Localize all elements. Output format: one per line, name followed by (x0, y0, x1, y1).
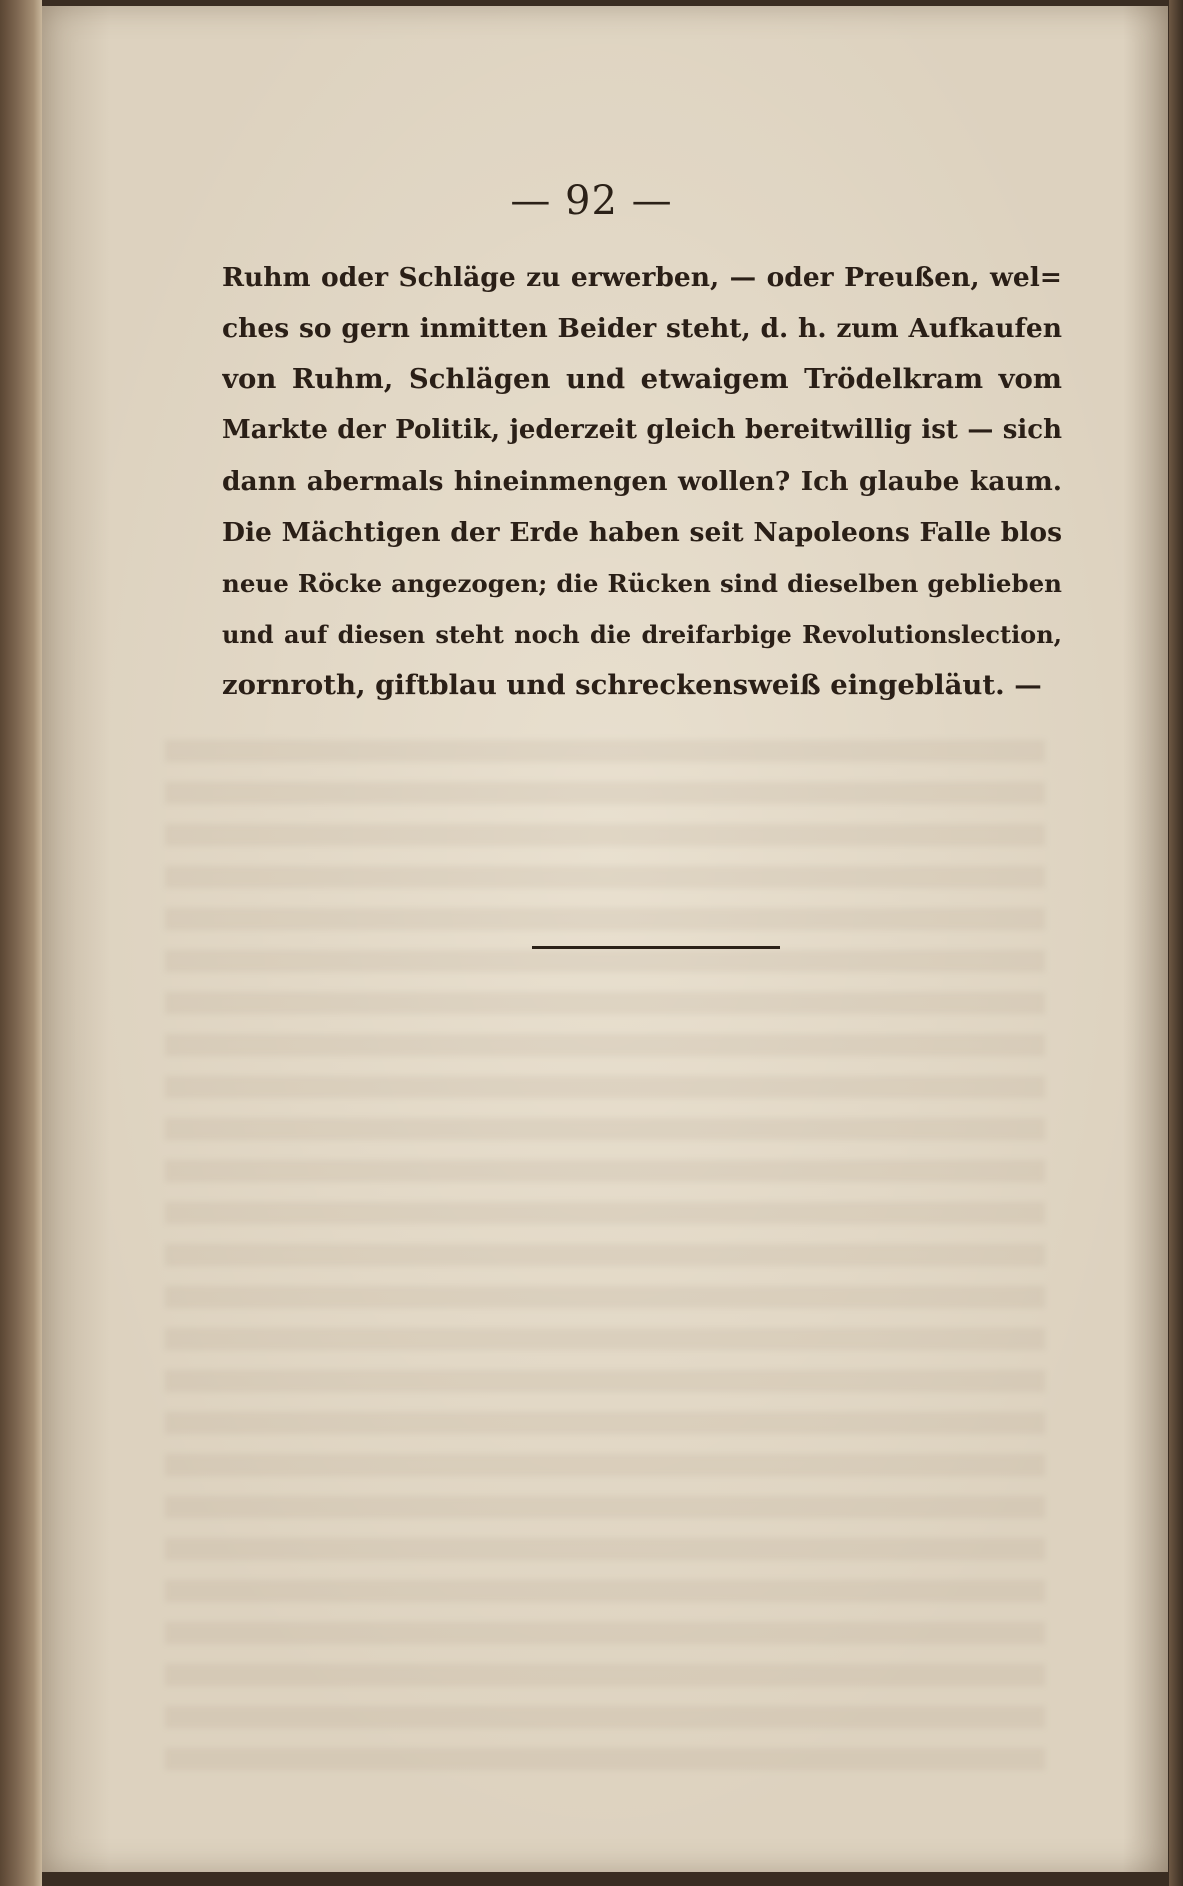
text-line: neue Röcke angezogen; die Rücken sind dieselben geblieben (222, 569, 1062, 598)
text-line: dann abermals hineinmengen wollen? Ich glaube kaum. (222, 466, 1062, 497)
book-binding (0, 0, 42, 1886)
text-line: zornroth, giftblau und schreckensweiß eingebläut. — (222, 669, 1042, 701)
page-edge (1169, 0, 1183, 1886)
text-line: Ruhm oder Schläge zu erwerben, — oder Preußen, wel= (222, 262, 1062, 293)
text-line: und auf diesen steht noch die dreifarbige Revolutionslection, (222, 620, 1062, 649)
body-text (222, 252, 1062, 711)
text-line: Markte der Politik, jederzeit gleich bereitwillig ist — sich (222, 415, 1062, 445)
text-line: von Ruhm, Schlägen und etwaigem Trödelkram vom (222, 363, 1062, 395)
section-divider (532, 946, 780, 949)
text-line: ches so gern inmitten Beider steht, d. h. zum Aufkaufen (222, 313, 1062, 344)
text-line: Die Mächtigen der Erde haben seit Napoleons Falle blos (222, 517, 1062, 548)
show-through-text (165, 740, 1045, 1770)
page-number: — 92 — (510, 178, 673, 224)
